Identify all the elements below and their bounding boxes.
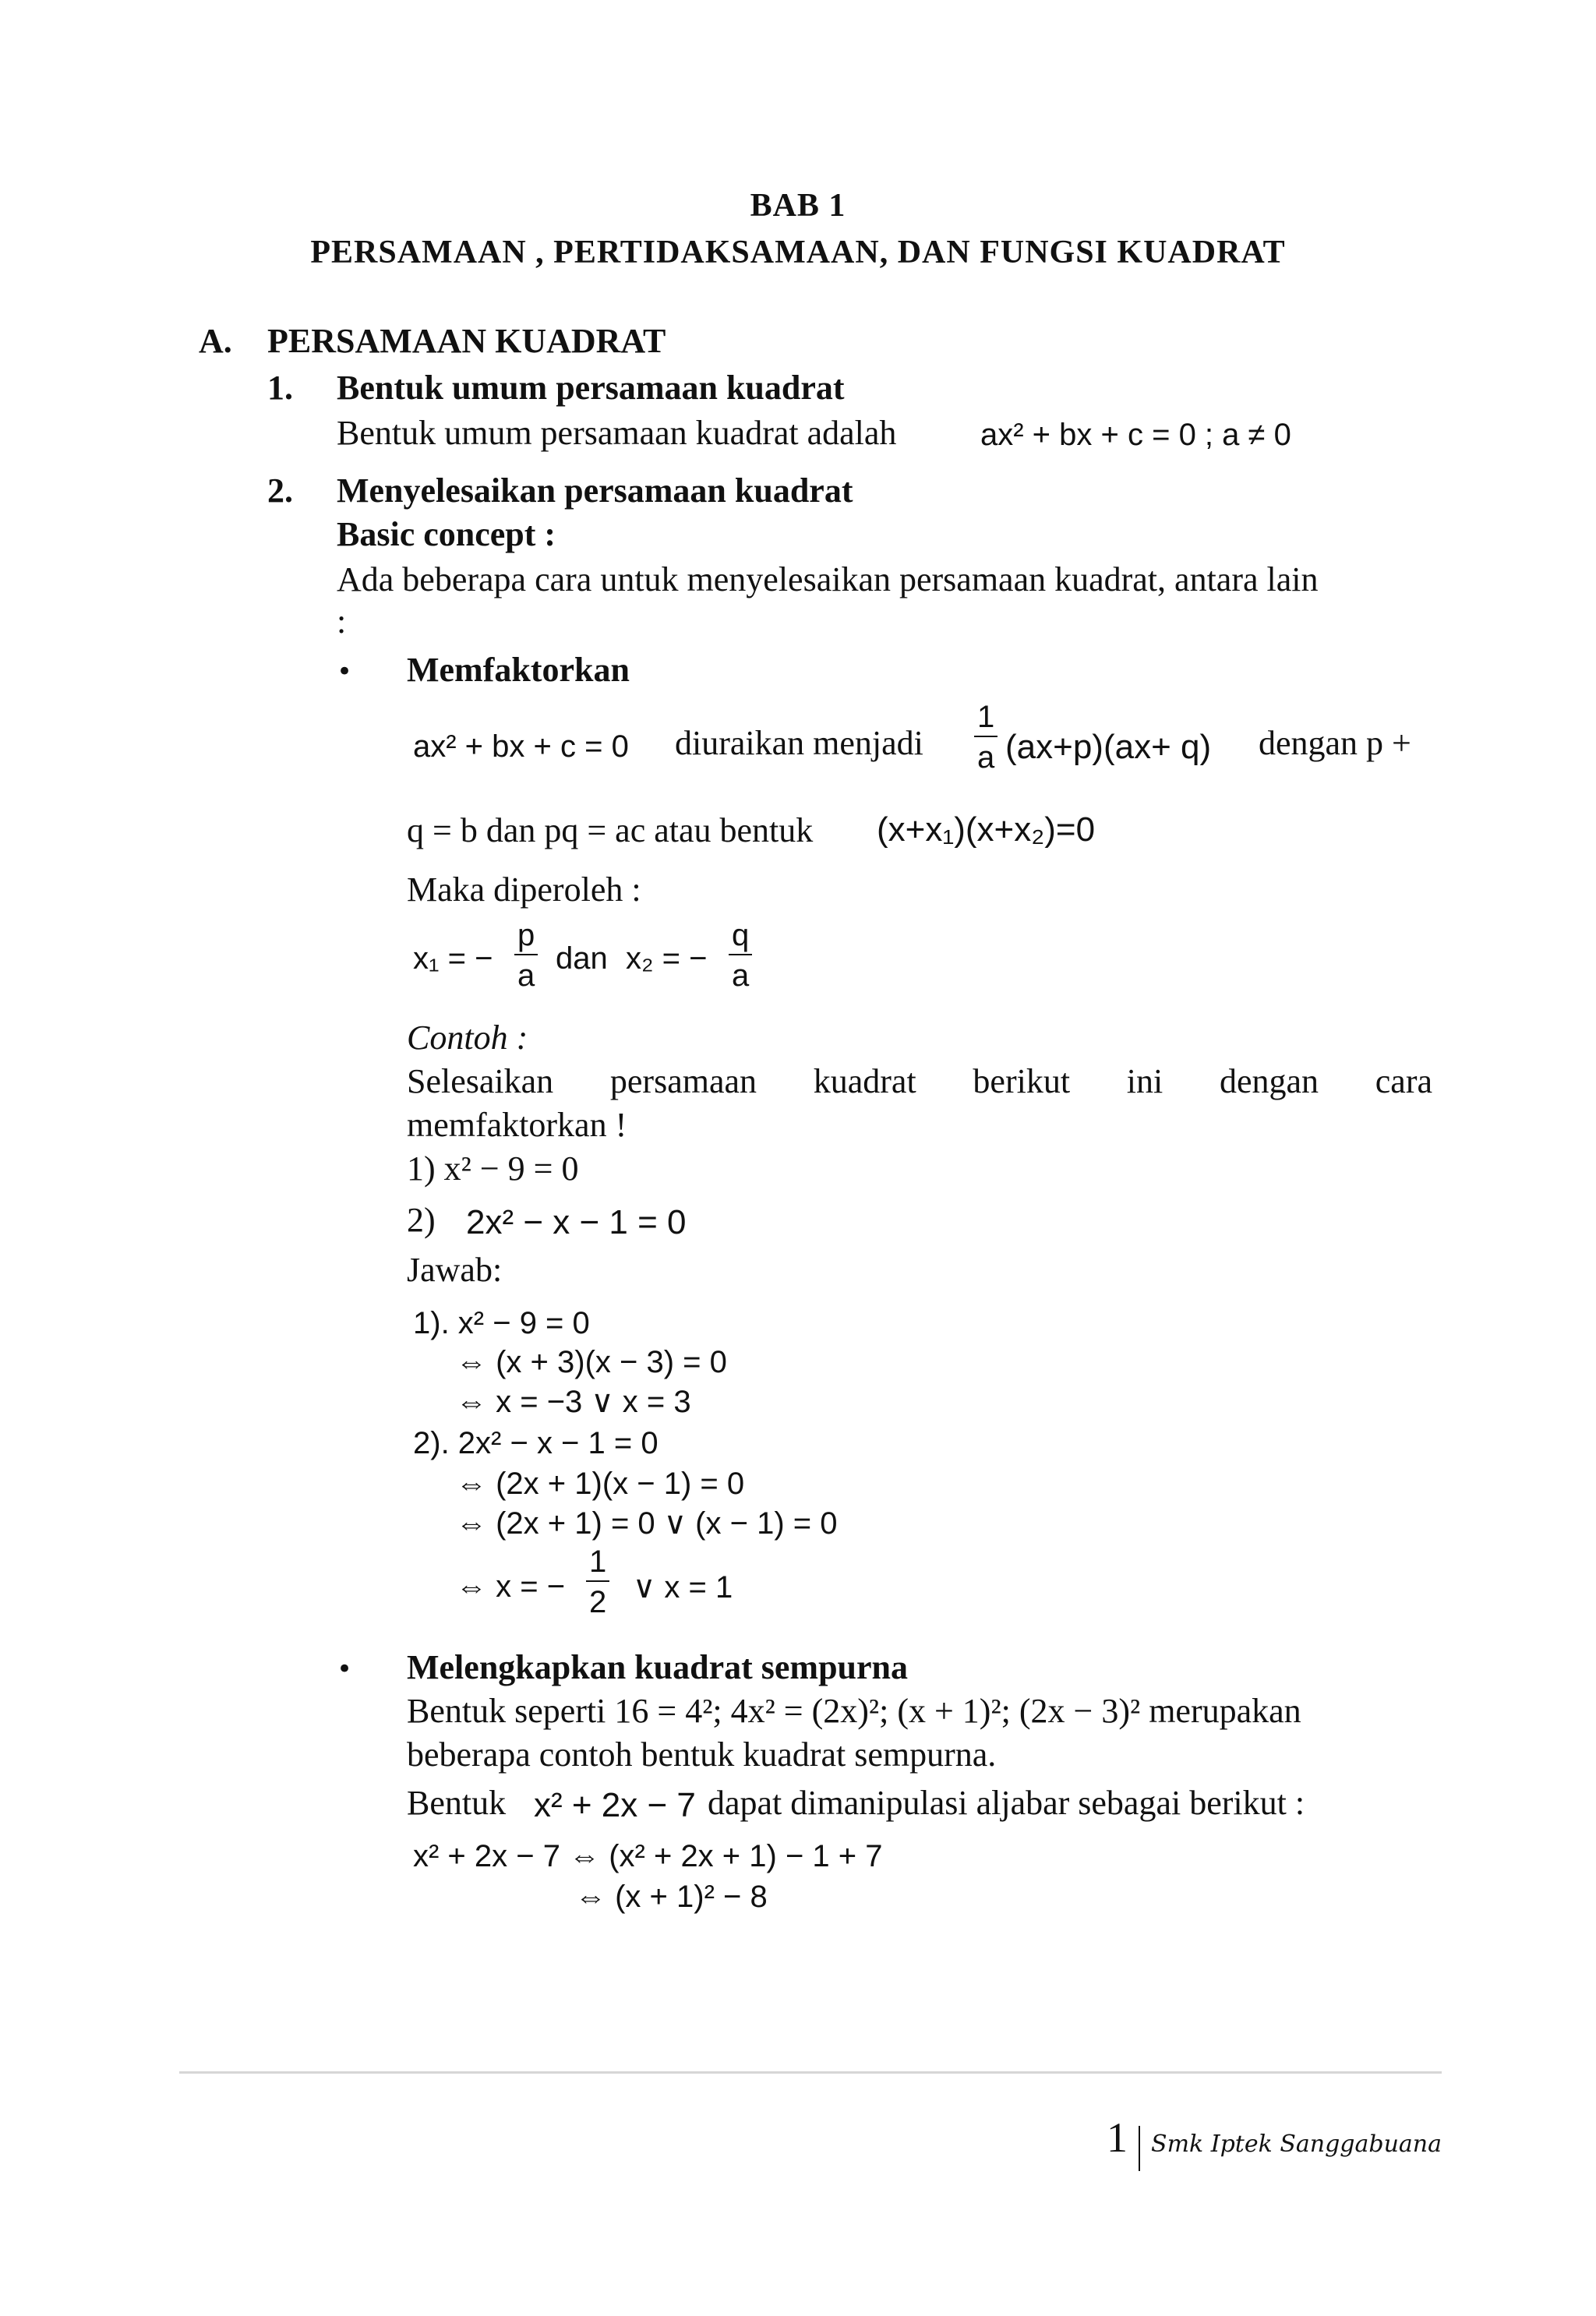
general-form-formula: ax² + bx + c = 0 ; a ≠ 0 xyxy=(980,418,1291,452)
complete-square-line-2: beberapa contoh bentuk kuadrat sempurna. xyxy=(407,1735,997,1774)
section-a-label: A. xyxy=(199,322,232,360)
root-x2-denominator: a xyxy=(732,959,750,993)
complete-square-line-3-start: Bentuk xyxy=(407,1784,507,1822)
root-x1-numerator: p xyxy=(514,920,538,955)
item-1-number: 1. xyxy=(267,369,293,407)
factoring-form-2: (x+x₁)(x+x₂)=0 xyxy=(877,810,1096,849)
contoh-label: Contoh : xyxy=(407,1019,528,1057)
example-2: 2x² − x − 1 = 0 xyxy=(466,1203,687,1241)
page-number: 1 xyxy=(1107,2114,1128,2161)
root-dan: dan xyxy=(556,941,608,976)
factoring-title: Memfaktorkan xyxy=(407,651,630,689)
factoring-line-2: q = b dan pq = ac atau bentuk xyxy=(407,811,814,849)
footer-separator xyxy=(1139,2126,1140,2171)
complete-square-step-1: x² + 2x − 7 ⇔ (x² + 2x + 1) − 1 + 7 xyxy=(413,1839,883,1873)
factoring-equation: ax² + bx + c = 0 xyxy=(413,729,629,764)
root-x1-denominator: a xyxy=(517,959,535,993)
jawab-label: Jawab: xyxy=(407,1251,503,1289)
complete-square-step-2: ⇔ (x + 1)² − 8 xyxy=(575,1880,768,1914)
solution-1-step-3: ⇔ x = −3 ∨ x = 3 xyxy=(456,1385,691,1419)
factoring-product: (ax+p)(ax+ q) xyxy=(1005,728,1212,766)
solution-2-step-4-right: ∨ x = 1 xyxy=(633,1570,733,1605)
factoring-dengan: dengan p + xyxy=(1259,724,1411,762)
bullet-icon: • xyxy=(337,1654,353,1685)
complete-square-line-3-end: dapat dimanipulasi aljabar sebagai berikut : xyxy=(708,1784,1305,1822)
example-1: 1) x² − 9 = 0 xyxy=(407,1149,579,1188)
solution-1-step-2: ⇔ (x + 3)(x − 3) = 0 xyxy=(456,1345,727,1379)
chapter-title: PERSAMAAN , PERTIDAKSAMAAN, DAN FUNGSI KUADRAT xyxy=(310,235,1286,270)
complete-square-title: Melengkapkan kuadrat sempurna xyxy=(407,1648,909,1686)
section-a-title: PERSAMAAN KUADRAT xyxy=(267,322,666,360)
factoring-fraction xyxy=(974,701,998,773)
bullet-icon: • xyxy=(337,656,353,687)
footer-divider xyxy=(179,2071,1442,2074)
root-x2-numerator: q xyxy=(729,920,752,955)
item-2-number: 2. xyxy=(267,471,293,510)
example-2-label: 2) xyxy=(407,1201,436,1239)
footer xyxy=(1083,2113,1442,2171)
example-question-line-2: memfaktorkan ! xyxy=(407,1106,627,1144)
solution-2-step-3: ⇔ (2x + 1) = 0 ∨ (x − 1) = 0 xyxy=(456,1506,838,1541)
example-question-line-1: Selesaikan persamaan kuadrat berikut ini dengan cara xyxy=(407,1062,1432,1100)
solution-fraction-denominator: 2 xyxy=(589,1585,607,1619)
solution-2-step-1: 2). 2x² − x − 1 = 0 xyxy=(413,1426,659,1460)
root-x2-fraction xyxy=(729,920,752,991)
solution-2-step-4-fraction xyxy=(586,1546,609,1618)
solution-1-step-1: 1). x² − 9 = 0 xyxy=(413,1306,590,1340)
item-2-intro: Ada beberapa cara untuk menyelesaikan persamaan kuadrat, antara lain xyxy=(337,560,1319,598)
solution-2-step-4-left: ⇔ x = − xyxy=(456,1569,566,1604)
root-x1-label: x₁ = − xyxy=(413,941,493,976)
fraction-numerator: 1 xyxy=(974,701,998,737)
chapter-label: BAB 1 xyxy=(750,188,846,224)
item-1-text: Bentuk umum persamaan kuadrat adalah xyxy=(337,414,897,452)
root-x1-fraction xyxy=(514,920,538,991)
complete-square-expression: x² + 2x − 7 xyxy=(534,1786,696,1824)
factoring-diuraikan: diuraikan menjadi xyxy=(675,724,923,762)
school-name: Smk Iptek Sanggabuana xyxy=(1151,2131,1442,2158)
maka-diperoleh: Maka diperoleh : xyxy=(407,870,641,909)
item-1-title: Bentuk umum persamaan kuadrat xyxy=(337,369,845,407)
complete-square-line-1: Bentuk seperti 16 = 4²; 4x² = (2x)²; (x + 1)²; (2x − 3)² merupakan xyxy=(407,1692,1301,1730)
item-2-intro-colon: : xyxy=(337,602,347,641)
fraction-denominator: a xyxy=(977,740,995,775)
root-x2-label: x₂ = − xyxy=(626,941,708,976)
solution-fraction-numerator: 1 xyxy=(586,1546,609,1582)
item-2-title: Menyelesaikan persamaan kuadrat xyxy=(337,471,853,510)
solution-2-step-2: ⇔ (2x + 1)(x − 1) = 0 xyxy=(456,1467,745,1501)
basic-concept-label: Basic concept : xyxy=(337,515,556,553)
